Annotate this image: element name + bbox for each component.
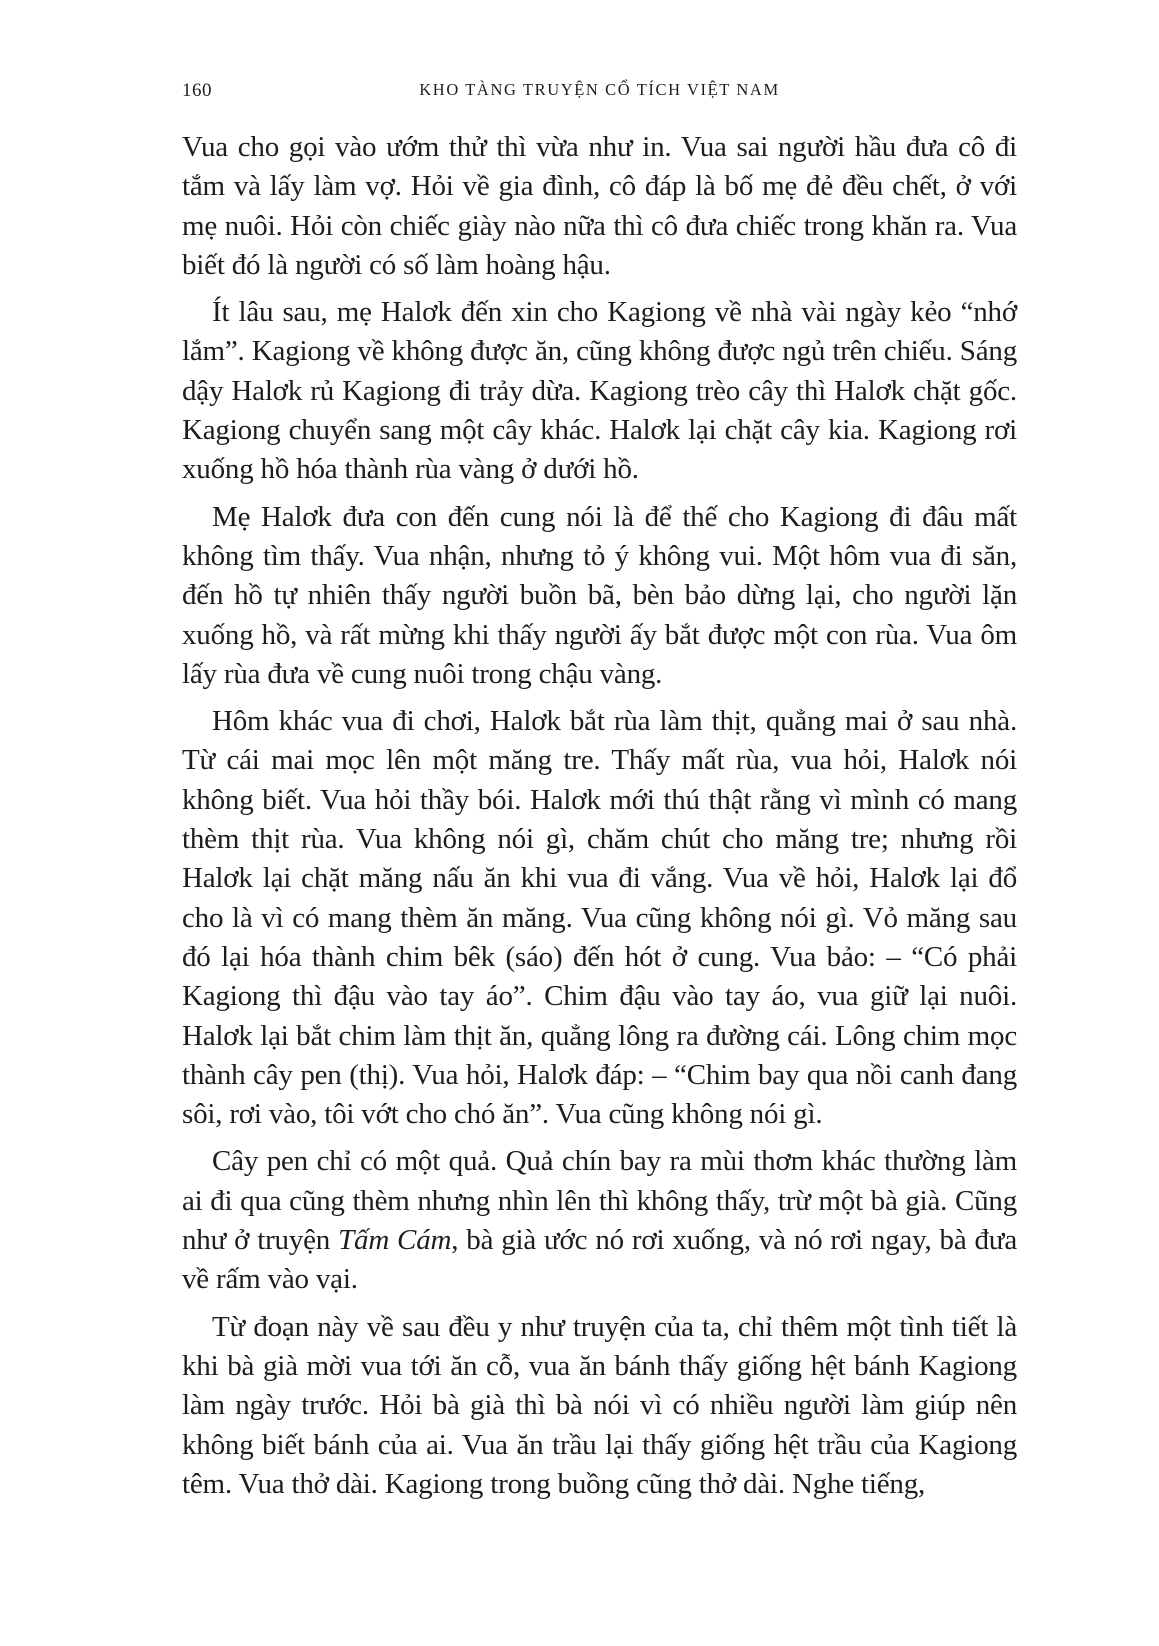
- paragraph-text: , bà già ước nó rơi xuống, và nó rơi ngay, bà đưa về rấm vào vại.: [182, 1224, 1017, 1296]
- page-header: [182, 80, 1017, 110]
- story-title-emphasis: Tấm Cám: [338, 1224, 452, 1257]
- page-number: 160: [182, 80, 212, 101]
- paragraph: Ít lâu sau, mẹ Halơk đến xin cho Kagiong về nhà vài ngày kẻo “nhớ lắm”. Kagiong về không được ăn, cũng không được ngủ trên chiếu. Sáng dậy Halơk rủ Kagiong đi trảy dừa. Kagiong trèo cây thì Halơk chặt gốc. Kagiong chuyển sang một cây khác. Halơk lại chặt cây kia. Kagiong rơi xuống hồ hóa thành rùa vàng ở dưới hồ.: [182, 296, 1017, 486]
- running-title: KHO TÀNG TRUYỆN CỔ TÍCH VIỆT NAM: [419, 80, 780, 99]
- paragraph: Mẹ Halơk đưa con đến cung nói là để thế cho Kagiong đi đâu mất không tìm thấy. Vua nhận, nhưng tỏ ý không vui. Một hôm vua đi săn, đến hồ tự nhiên thấy người buồn bã, bèn bảo dừng lại, cho người lặn xuống hồ, và rất mừng khi thấy người ấy bắt được một con rùa. Vua ôm lấy rùa đưa về cung nuôi trong chậu vàng.: [182, 500, 1017, 690]
- paragraph-text: Cây pen chỉ có một quả. Quả chín bay ra mùi thơm khác thường làm ai đi qua cũng thèm nhưng nhìn lên thì không thấy, trừ một bà già. Cũng như ở truyện: [182, 1145, 1017, 1257]
- paragraph: Hôm khác vua đi chơi, Halơk bắt rùa làm thịt, quẳng mai ở sau nhà. Từ cái mai mọc lên một măng tre. Thấy mất rùa, vua hỏi, Halơk nói không biết. Vua hỏi thầy bói. Halơk mới thú thật rằng vì mình có mang thèm thịt rùa. Vua không nói gì, chăm chút cho măng tre; nhưng rồi Halơk lại chặt măng nấu ăn khi vua đi vắng. Vua về hỏi, Halơk lại đổ cho là vì có mang thèm ăn măng. Vua cũng không nói gì. Vỏ măng sau đó lại hóa thành chim bêk (sáo) đến hót ở cung. Vua bảo: – “Có phải Kagiong thì đậu vào tay áo”. Chim đậu vào tay áo, vua giữ lại nuôi. Halơk lại bắt chim làm thịt ăn, quẳng lông ra đường cái. Lông chim mọc thành cây pen (thị). Vua hỏi, Halơk đáp: – “Chim bay qua nồi canh đang sôi, rơi vào, tôi vớt cho chó ăn”. Vua cũng không nói gì.: [182, 705, 1017, 1131]
- paragraph: Từ đoạn này về sau đều y như truyện của ta, chỉ thêm một tình tiết là khi bà già mời vua tới ăn cỗ, vua ăn bánh thấy giống hệt bánh Kagiong làm ngày trước. Hỏi bà già thì bà nói vì có nhiều người làm giúp nên không biết bánh của ai. Vua ăn trầu lại thấy giống hệt trầu của Kagiong têm. Vua thở dài. Kagiong trong buồng cũng thở dài. Nghe tiếng,: [182, 1310, 1017, 1500]
- paragraph: [182, 1142, 1017, 1299]
- paragraph: Vua cho gọi vào ướm thử thì vừa như in. Vua sai người hầu đưa cô đi tắm và lấy làm vợ. Hỏi về gia đình, cô đáp là bố mẹ đẻ đều chết, ở với mẹ nuôi. Hỏi còn chiếc giày nào nữa thì cô đưa chiếc trong khăn ra. Vua biết đó là người có số làm hoàng hậu.: [182, 131, 1017, 281]
- body-text: [182, 128, 1017, 1504]
